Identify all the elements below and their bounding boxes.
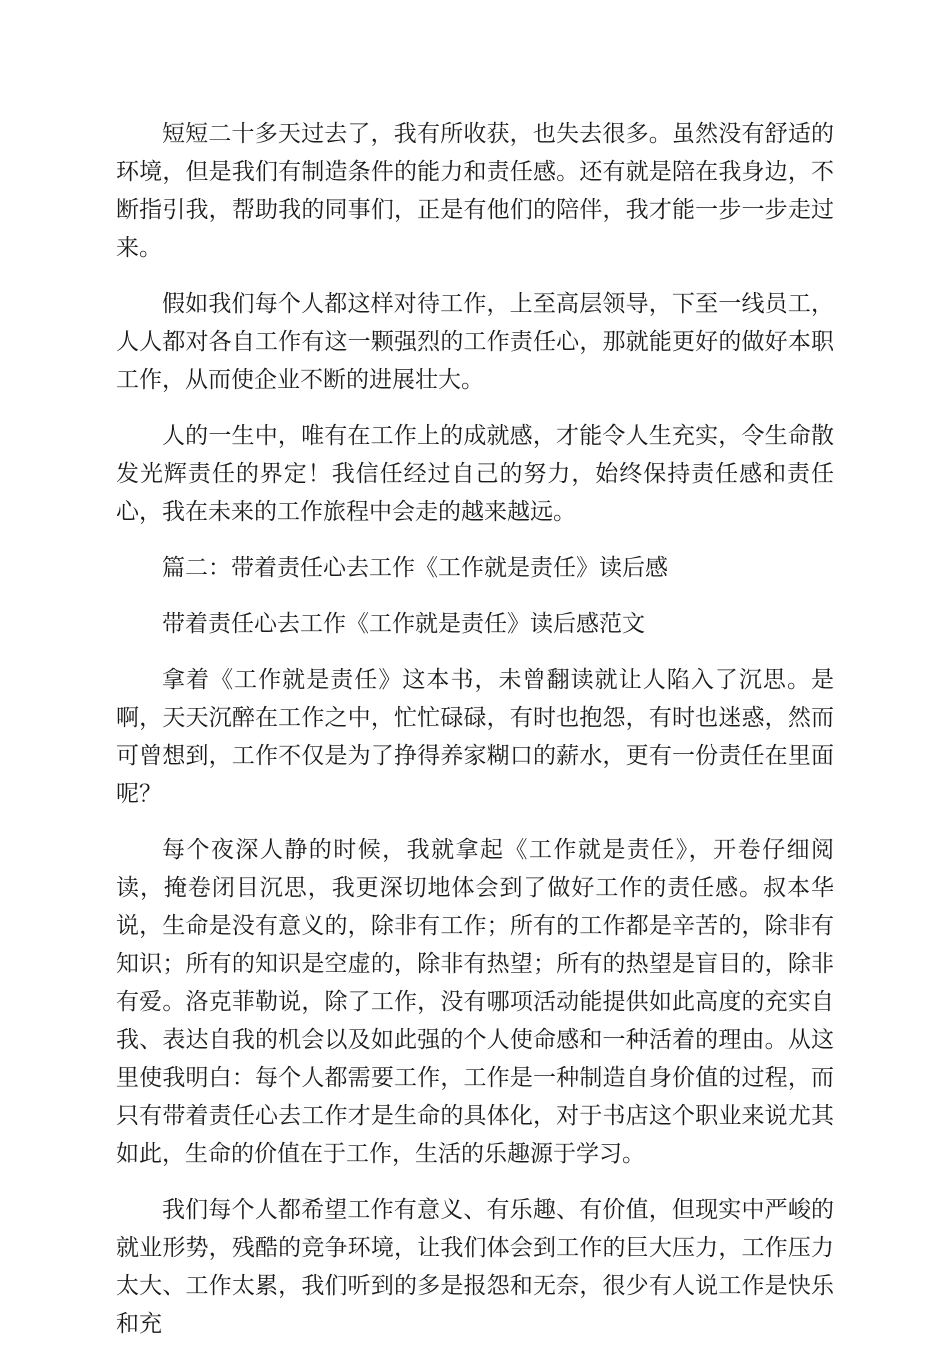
paragraph-pressure: 我们每个人都希望工作有意义、有乐趣、有价值，但现实中严峻的就业形势，残酷的竞争环境，让我们体会到工作的巨大压力，工作压力太大、工作太累，我们听到的多是报怨和无奈，很少有人说工作是快乐和充 xyxy=(116,1197,834,1337)
section-subheading: 带着责任心去工作《工作就是责任》读后感范文 xyxy=(162,611,645,637)
section-heading: 篇二：带着责任心去工作《工作就是责任》读后感 xyxy=(162,555,668,581)
paragraph-achievement: 人的一生中，唯有在工作上的成就感，才能令人生充实，令生命散发光辉责任的界定！我信任经过自己的努力，始终保持责任感和责任心，我在未来的工作旅程中会走的越来越远。 xyxy=(116,423,834,525)
paragraph-summary: 短短二十多天过去了，我有所收获，也失去很多。虽然没有舒适的环境，但是我们有制造条件的能力和责任感。还有就是陪在我身边，不断指引我，帮助我的同事们，正是有他们的陪伴，我才能一步一步走过来。 xyxy=(116,121,834,261)
document-body xyxy=(116,115,834,1361)
paragraph-reflection: 每个夜深人静的时候，我就拿起《工作就是责任》，开卷仔细阅读，掩卷闭目沉思，我更深切地体会到了做好工作的责任感。叔本华说，生命是没有意义的，除非有工作；所有的工作都是辛苦的，除非有知识；所有的知识是空虚的，除非有热望；所有的热望是盲目的，除非有爱。洛克菲勒说，除了工作，没有哪项活动能提供如此高度的充实自我、表达自我的机会以及如此强的个人使命感和一种活着的理由。从这里使我明白：每个人都需要工作，工作是一种制造自身价值的过程，而只有带着责任心去工作才是生命的具体化，对于书店这个职业来说尤其如此，生命的价值在于工作，生活的乐趣源于学习。 xyxy=(116,837,834,1167)
paragraph-attitude: 假如我们每个人都这样对待工作，上至高层领导，下至一线员工，人人都对各自工作有这一颗强烈的工作责任心，那就能更好的做好本职工作，从而使企业不断的进展壮大。 xyxy=(116,291,834,393)
paragraph-book-intro: 拿着《工作就是责任》这本书，未曾翻读就让人陷入了沉思。是啊，天天沉醉在工作之中，忙忙碌碌，有时也抱怨，有时也迷惑，然而可曾想到，工作不仅是为了挣得养家糊口的薪水，更有一份责任在里面呢？ xyxy=(116,667,834,807)
